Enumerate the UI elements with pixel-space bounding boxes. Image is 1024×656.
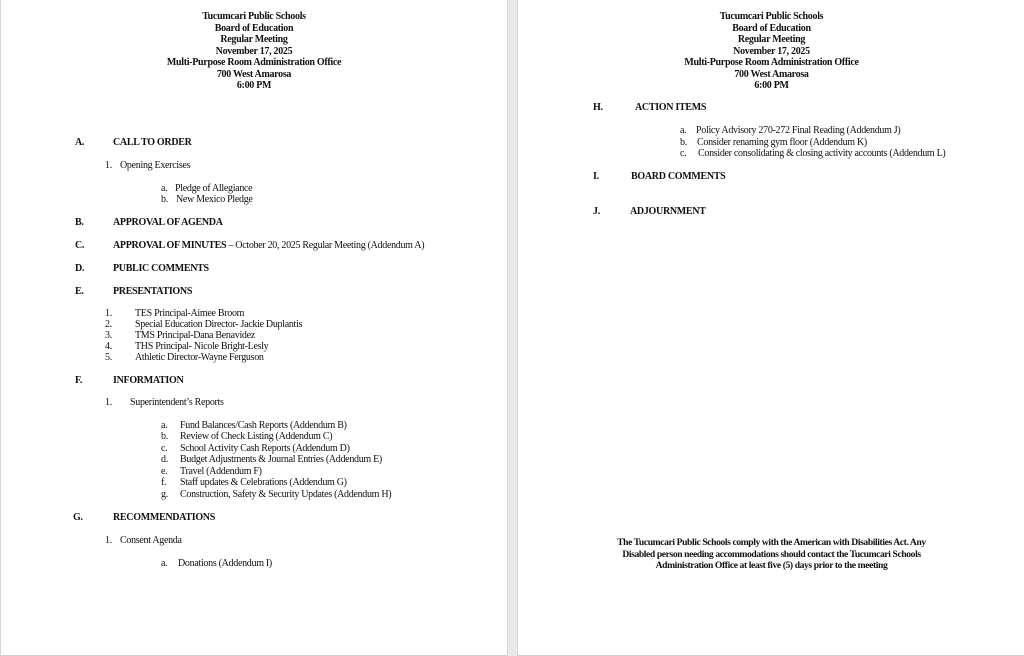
action-item: Policy Advisory 270-272 Final Reading (Addendum J) bbox=[696, 125, 901, 136]
agenda-header bbox=[1, 11, 507, 92]
header-meeting-type: Regular Meeting bbox=[737, 34, 806, 45]
section-e-title: PRESENTATIONS bbox=[113, 286, 193, 297]
header-address: 700 West Amarosa bbox=[216, 68, 292, 80]
header-meeting-type: Regular Meeting bbox=[220, 34, 288, 45]
sub-num: a. bbox=[161, 420, 168, 431]
header-location: Multi-Purpose Room Administration Office bbox=[166, 57, 342, 68]
item-num: 3. bbox=[105, 330, 112, 341]
new-mexico-pledge: New Mexico Pledge bbox=[176, 194, 253, 205]
item-num: 1. bbox=[105, 308, 112, 319]
header-date: November 17, 2025 bbox=[215, 45, 293, 57]
report-item: Staff updates & Celebrations (Addendum G) bbox=[180, 477, 347, 488]
document-page-2 bbox=[517, 0, 1024, 656]
sub-num: c. bbox=[680, 148, 687, 159]
section-e-letter: E. bbox=[75, 286, 84, 297]
ada-notice-line: Disabled person needing accommodations should contact the Tucumcari Schools bbox=[622, 548, 921, 560]
report-item: Construction, Safety & Security Updates (Addendum H) bbox=[180, 489, 392, 500]
section-j-letter: J. bbox=[593, 206, 600, 217]
agenda-header-page-2 bbox=[518, 11, 1024, 92]
header-time: 6:00 PM bbox=[236, 80, 272, 91]
sub-num: f. bbox=[161, 477, 167, 488]
presentation-item: Athletic Director-Wayne Ferguson bbox=[135, 352, 264, 363]
section-a-title: CALL TO ORDER bbox=[113, 137, 192, 148]
sub-num: b. bbox=[161, 431, 168, 442]
section-c-line bbox=[113, 240, 424, 252]
section-c-title: APPROVAL OF MINUTES bbox=[113, 240, 227, 251]
report-item: School Activity Cash Reports (Addendum D) bbox=[180, 443, 350, 454]
section-d-title: PUBLIC COMMENTS bbox=[113, 263, 209, 274]
document-page-1 bbox=[0, 0, 508, 656]
presentation-item: Special Education Director- Jackie Duplantis bbox=[135, 319, 303, 330]
sub-num: e. bbox=[161, 466, 168, 477]
item-num: 5. bbox=[105, 352, 112, 363]
presentation-item: TES Principal-Aimee Broom bbox=[135, 308, 245, 319]
header-location: Multi-Purpose Room Administration Office bbox=[684, 57, 859, 68]
ada-notice bbox=[518, 537, 1024, 572]
presentation-item: TMS Principal-Dana Benavidez bbox=[135, 330, 255, 341]
sub-num: a. bbox=[161, 558, 168, 569]
item-num: 1. bbox=[105, 535, 112, 546]
item-num: 2. bbox=[105, 319, 112, 330]
report-item: Fund Balances/Cash Reports (Addendum B) bbox=[180, 420, 347, 431]
section-d-letter: D. bbox=[75, 263, 85, 274]
section-b-letter: B. bbox=[75, 217, 84, 228]
section-c-letter: C. bbox=[75, 240, 85, 251]
header-date: November 17, 2025 bbox=[733, 45, 810, 57]
section-g-letter: G. bbox=[73, 512, 83, 523]
presentation-item: THS Principal- Nicole Bright-Lesly bbox=[135, 341, 269, 352]
header-board: Board of Education bbox=[214, 22, 294, 34]
report-item: Budget Adjustments & Journal Entries (Addendum E) bbox=[180, 454, 382, 465]
section-f-title: INFORMATION bbox=[113, 375, 184, 386]
sub-num: d. bbox=[161, 454, 168, 465]
superintendents-reports: Superintendent’s Reports bbox=[130, 397, 224, 408]
sub-num: a. bbox=[161, 183, 168, 194]
section-b-title: APPROVAL OF AGENDA bbox=[113, 217, 223, 228]
header-school: Tucumcari Public Schools bbox=[202, 11, 306, 22]
header-board: Board of Education bbox=[732, 22, 811, 34]
ada-notice-line: Administration Office at least five (5) days prior to the meeting bbox=[655, 560, 888, 571]
donations-item: Donations (Addendum I) bbox=[178, 558, 272, 569]
sub-num: b. bbox=[680, 137, 687, 148]
sub-num: b. bbox=[161, 194, 168, 205]
section-j-title: ADJOURNMENT bbox=[630, 206, 706, 217]
action-item: Consider renaming gym floor (Addendum K) bbox=[697, 137, 867, 148]
report-item: Review of Check Listing (Addendum C) bbox=[180, 431, 333, 442]
sub-num: c. bbox=[161, 443, 168, 454]
section-h-title: ACTION ITEMS bbox=[635, 102, 707, 113]
report-item: Travel (Addendum F) bbox=[180, 466, 262, 477]
section-i-letter: I. bbox=[593, 171, 599, 182]
item-num: 1. bbox=[105, 160, 112, 171]
item-num: 1. bbox=[105, 397, 112, 408]
sub-num: g. bbox=[161, 489, 168, 500]
section-f-letter: F. bbox=[75, 375, 83, 386]
section-g-title: RECOMMENDATIONS bbox=[113, 512, 215, 523]
header-time: 6:00 PM bbox=[754, 80, 789, 91]
section-h-letter: H. bbox=[593, 102, 603, 113]
pledge-of-allegiance: Pledge of Allegiance bbox=[175, 183, 253, 194]
action-item: Consider consolidating & closing activity accounts (Addendum L) bbox=[698, 148, 946, 159]
sub-num: a. bbox=[680, 125, 687, 136]
ada-notice-line: The Tucumcari Public Schools comply with the American with Disabilities Act. Any bbox=[617, 537, 926, 548]
consent-agenda: Consent Agenda bbox=[120, 535, 182, 546]
item-num: 4. bbox=[105, 341, 112, 352]
opening-exercises: Opening Exercises bbox=[120, 160, 191, 171]
section-c-minutes-detail: – October 20, 2025 Regular Meeting (Addendum A) bbox=[226, 240, 425, 251]
section-i-title: BOARD COMMENTS bbox=[631, 171, 726, 182]
section-a-letter: A. bbox=[75, 137, 85, 148]
header-address: 700 West Amarosa bbox=[734, 68, 809, 80]
header-school: Tucumcari Public Schools bbox=[719, 11, 824, 22]
